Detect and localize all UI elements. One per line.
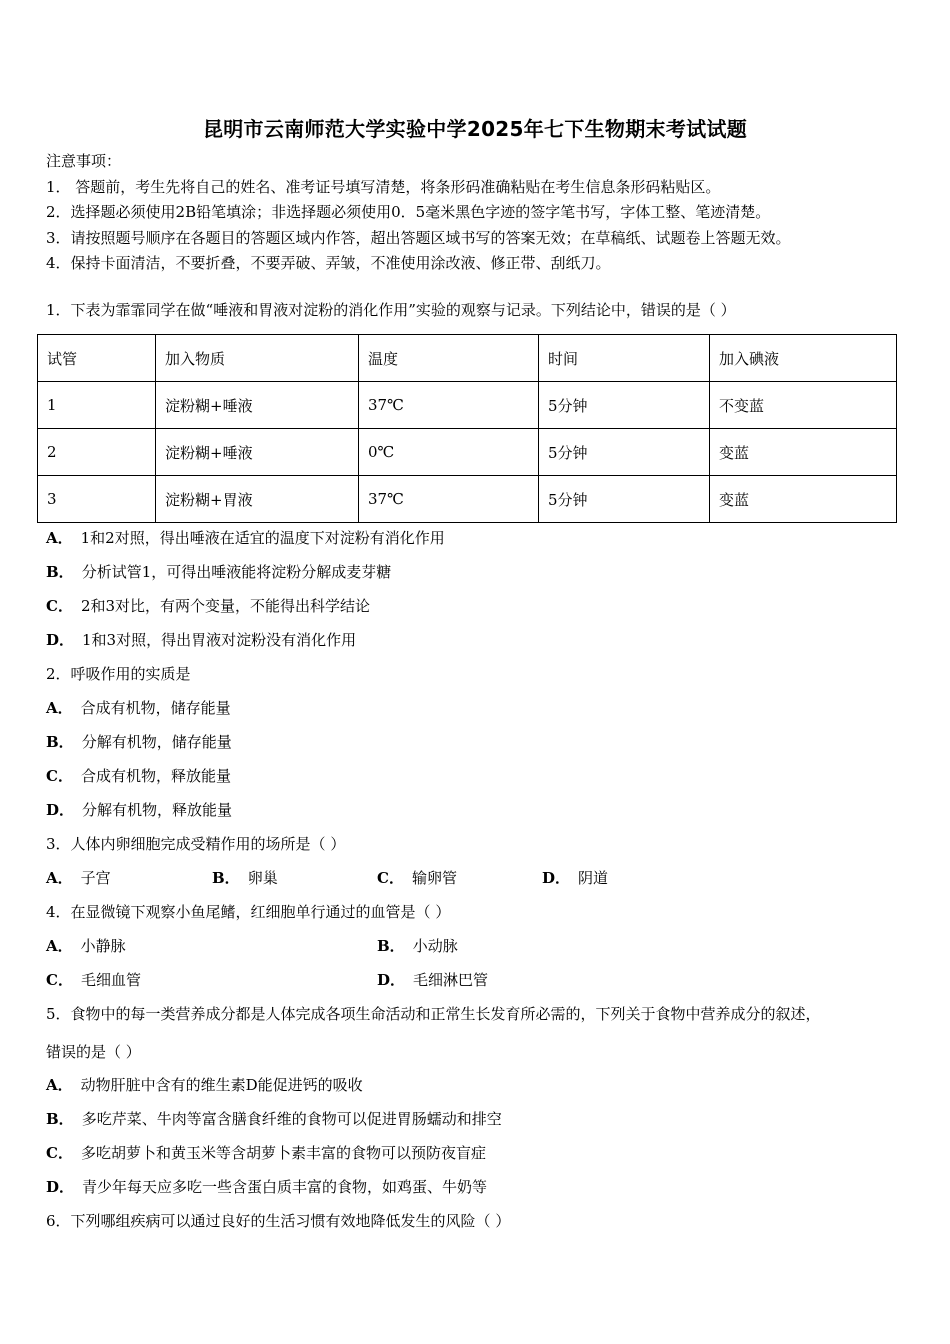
question-5-stem: 5．食物中的每一类营养成分都是人体完成各项生命活动和正常生长发育所必需的，下列关于食物中营养成分的叙述， [46,1005,821,1023]
option-d[interactable] [542,868,608,888]
notice-item: 3．请按照题号顺序在各题目的答题区域内作答，超出答题区域书写的答案无效；在草稿纸、试题卷上答题无效。 [46,229,791,247]
option-a[interactable] [46,528,445,548]
option-letter: A． [46,529,73,547]
table-cell: 37℃ [359,382,539,429]
option-letter: A． [46,699,73,717]
option-letter: D． [542,869,571,887]
option-text: 1和2对照，得出唾液在适宜的温度下对淀粉有消化作用 [80,529,445,547]
option-letter: C． [377,869,404,887]
option-a[interactable] [46,868,111,888]
notice-item: 1． 答题前，考生先将自己的姓名、准考证号填写清楚，将条形码准确粘贴在考生信息条形码粘贴区。 [46,178,721,196]
table-row [38,382,897,429]
option-letter: B． [377,937,405,955]
option-a[interactable] [46,698,231,718]
experiment-table [37,334,897,523]
option-letter: B． [46,733,74,751]
option-text: 分解有机物，释放能量 [82,801,233,819]
question-1-stem: 1．下表为霏霏同学在做“唾液和胃液对淀粉的消化作用”实验的观察与记录。下列结论中，错误的是（ ） [46,301,736,319]
option-text: 分析试管1，可得出唾液能将淀粉分解成麦芽糖 [81,563,392,581]
option-letter: C． [46,1144,73,1162]
table-header-row [38,335,897,382]
question-5-stem-cont: 错误的是（ ） [46,1043,141,1061]
option-text: 青少年每天应多吃一些含蛋白质丰富的食物，如鸡蛋、牛奶等 [82,1178,488,1196]
table-cell: 0℃ [359,429,539,476]
table-cell: 淀粉糊+唾液 [156,382,359,429]
option-text: 小静脉 [80,937,126,955]
option-b[interactable] [46,562,391,582]
option-letter: D． [377,971,406,989]
table-cell: 不变蓝 [710,382,897,429]
option-letter: C． [46,767,73,785]
table-cell: 变蓝 [710,476,897,523]
option-text: 2和3对比，有两个变量，不能得出科学结论 [80,597,371,615]
option-letter: D． [46,1178,75,1196]
option-d[interactable] [377,970,488,990]
table-cell: 3 [38,476,156,523]
option-text: 毛细血管 [80,971,141,989]
option-c[interactable] [46,596,370,616]
option-letter: B． [212,869,240,887]
table-header-cell: 温度 [359,335,539,382]
option-text: 动物肝脏中含有的维生素D能促进钙的吸收 [80,1076,363,1094]
notice-heading: 注意事项： [46,152,122,170]
option-text: 卵巢 [247,869,278,887]
option-text: 子宫 [80,869,111,887]
option-letter: C． [46,597,73,615]
option-b[interactable] [377,936,458,956]
option-text: 1和3对照，得出胃液对淀粉没有消化作用 [82,631,357,649]
table-cell: 5分钟 [539,382,710,429]
option-a[interactable] [46,1075,363,1095]
table-cell: 1 [38,382,156,429]
option-letter: D． [46,801,75,819]
question-3-stem: 3．人体内卵细胞完成受精作用的场所是（ ） [46,835,346,853]
option-text: 输卵管 [411,869,457,887]
option-text: 小动脉 [412,937,458,955]
table-header-cell: 时间 [539,335,710,382]
table-cell: 变蓝 [710,429,897,476]
table-cell: 2 [38,429,156,476]
table-row [38,429,897,476]
page-title: 昆明市云南师范大学实验中学2025年七下生物期末考试试题 [202,117,748,141]
option-b[interactable] [46,732,232,752]
option-text: 分解有机物，储存能量 [81,733,232,751]
option-letter: A． [46,1076,73,1094]
table-cell: 5分钟 [539,476,710,523]
option-text: 毛细淋巴管 [413,971,489,989]
table-row [38,476,897,523]
option-letter: B． [46,563,74,581]
question-4-stem: 4．在显微镜下观察小鱼尾鳍，红细胞单行通过的血管是（ ） [46,903,451,921]
option-c[interactable] [46,970,141,990]
option-letter: C． [46,971,73,989]
option-b[interactable] [212,868,278,888]
option-text: 多吃胡萝卜和黄玉米等含胡萝卜素丰富的食物可以预防夜盲症 [80,1144,486,1162]
table-header-cell: 加入物质 [156,335,359,382]
table-header-cell: 加入碘液 [710,335,897,382]
option-text: 合成有机物，释放能量 [80,767,231,785]
table-cell: 5分钟 [539,429,710,476]
option-letter: A． [46,937,73,955]
question-6-stem: 6．下列哪组疾病可以通过良好的生活习惯有效地降低发生的风险（ ） [46,1212,511,1230]
option-letter: A． [46,869,73,887]
table-cell: 淀粉糊+胃液 [156,476,359,523]
option-letter: D． [46,631,75,649]
option-text: 阴道 [578,869,609,887]
notice-item: 4．保持卡面清洁，不要折叠，不要弄破、弄皱，不准使用涂改液、修正带、刮纸刀。 [46,254,611,272]
option-text: 多吃芹菜、牛肉等富含膳食纤维的食物可以促进胃肠蠕动和排空 [81,1110,502,1128]
table-cell: 37℃ [359,476,539,523]
question-2-stem: 2．呼吸作用的实质是 [46,665,191,683]
option-d[interactable] [46,800,232,820]
table-cell: 淀粉糊+唾液 [156,429,359,476]
option-letter: B． [46,1110,74,1128]
option-text: 合成有机物，储存能量 [80,699,231,717]
notice-item: 2．选择题必须使用2B铅笔填涂；非选择题必须使用0．5毫米黑色字迹的签字笔书写，字体工整、笔迹清楚。 [46,203,771,221]
option-d[interactable] [46,1177,487,1197]
table-header-cell: 试管 [38,335,156,382]
option-d[interactable] [46,630,356,650]
option-c[interactable] [377,868,457,888]
option-c[interactable] [46,766,231,786]
option-b[interactable] [46,1109,502,1129]
option-c[interactable] [46,1143,486,1163]
option-a[interactable] [46,936,126,956]
